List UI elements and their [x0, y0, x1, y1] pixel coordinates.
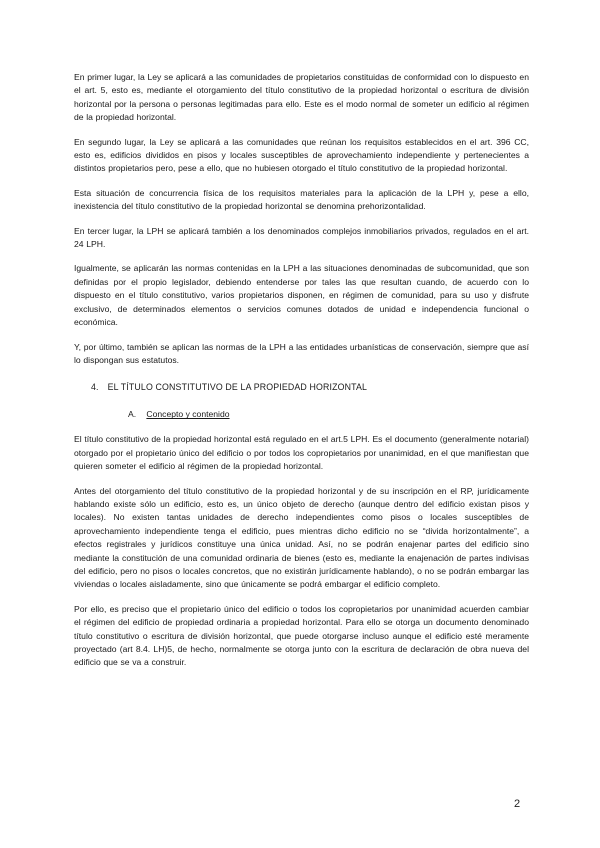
subsection-letter: A.	[128, 409, 137, 420]
paragraph-segundo-lugar: En segundo lugar, la Ley se aplicará a las comunidades que reúnan los requisitos establecidos en el art. 396 CC, esto es, edificios divididos en pisos y locales susceptibles de aprovechamiento independiente y pertenecientes a distintos propietarios pero, pese a ello, que no hubiesen otorgado el título constitutivo de la propiedad horizontal.	[74, 136, 529, 174]
body-text	[74, 71, 529, 681]
subsection-heading	[128, 408, 529, 421]
section-number: 4.	[91, 382, 99, 393]
section-title: EL TÍTULO CONSTITUTIVO DE LA PROPIEDAD HORIZONTAL	[107, 382, 368, 393]
paragraph-por-ello: Por ello, es preciso que el propietario único del edificio o todos los copropietarios por unanimidad acuerden cambiar el régimen del edificio de propiedad ordinaria a propiedad horizontal. Para ello se otorga un documento denominado título constitutivo o escritura de división horizontal, que puede otorgarse incluso aunque el edificio esté meramente proyectado (art 8.4. LH)5, de hecho, normalmente se otorga junto con la escritura de declaración de obra nueva del edificio que se va a construir.	[74, 603, 529, 668]
paragraph-tercer-lugar: En tercer lugar, la LPH se aplicará también a los denominados complejos inmobiliarios privados, regulados en el art. 24 LPH.	[74, 225, 529, 250]
paragraph-por-ultimo: Y, por último, también se aplican las normas de la LPH a las entidades urbanísticas de conservación, siempre que así lo dispongan sus estatutos.	[74, 341, 529, 365]
section-heading	[91, 381, 529, 394]
paragraph-subcomunidad: Igualmente, se aplicarán las normas contenidas en la LPH a las situaciones denominadas de subcomunidad, que son definidas por el propio legislador, debiendo entenderse por tales las que resultan cuando, de acuerdo con lo dispuesto en el título constitutivo, varios propietarios disponen, en régimen de comunidad, para su uso y disfrute exclusivo, de determinados elementos o servicios comunes dotados de unidad e independencia funcional o económica.	[74, 263, 529, 328]
subsection-title: Concepto y contenido	[146, 409, 230, 420]
paragraph-primer-lugar: En primer lugar, la Ley se aplicará a las comunidades de propietarios constituidas de conformidad con lo dispuesto en el art. 5, esto es, mediante el otorgamiento del título constitutivo de la propiedad horizontal o escritura de división horizontal por la persona o personas legitimadas para ello. Este es el modo normal de someter un edificio al régimen de la propiedad horizontal.	[74, 72, 529, 123]
paragraph-titulo-constitutivo: El título constitutivo de la propiedad horizontal está regulado en el art.5 LPH. Es el documento (generalmente notarial) otorgado por el propietario único del edificio o por todos los copropietarios por unanimidad, en el que manifiestan que quieren someter el edificio al régimen de la propiedad horizontal.	[74, 434, 529, 472]
page-number: 2	[514, 798, 521, 810]
paragraph-antes-otorgamiento: Antes del otorgamiento del título constitutivo de la propiedad horizontal y de su inscripción en el RP, jurídicamente hablando existe sólo un edificio, esto es, un único objeto de derecho (aunque dentro del edificio existan pisos y locales). No existen tantas unidades de derecho independientes como pisos o locales susceptibles de aprovechamiento independiente tenga el edificio, pues mientras dicho edificio no se “divida horizontalmente”, a efectos registrales y jurídicos constituye una única unidad. Así, no se podrán enajenar partes del edificio sino mediante la constitución de una comunidad ordinaria de bienes (esto es, mediante la enajenación de partes indivisas del edificio, pero no pisos o locales concretos, que no existirán jurídicamente hablando), o no se podrán embargar las viviendas o locales aisladamente, sino que únicamente se podrá embargar el edificio completo.	[74, 485, 529, 590]
paragraph-prehorizontalidad: Esta situación de concurrencia física de los requisitos materiales para la aplicación de la LPH y, pese a ello, inexistencia del título constitutivo de la propiedad horizontal se denomina prehorizontalidad.	[74, 187, 529, 212]
